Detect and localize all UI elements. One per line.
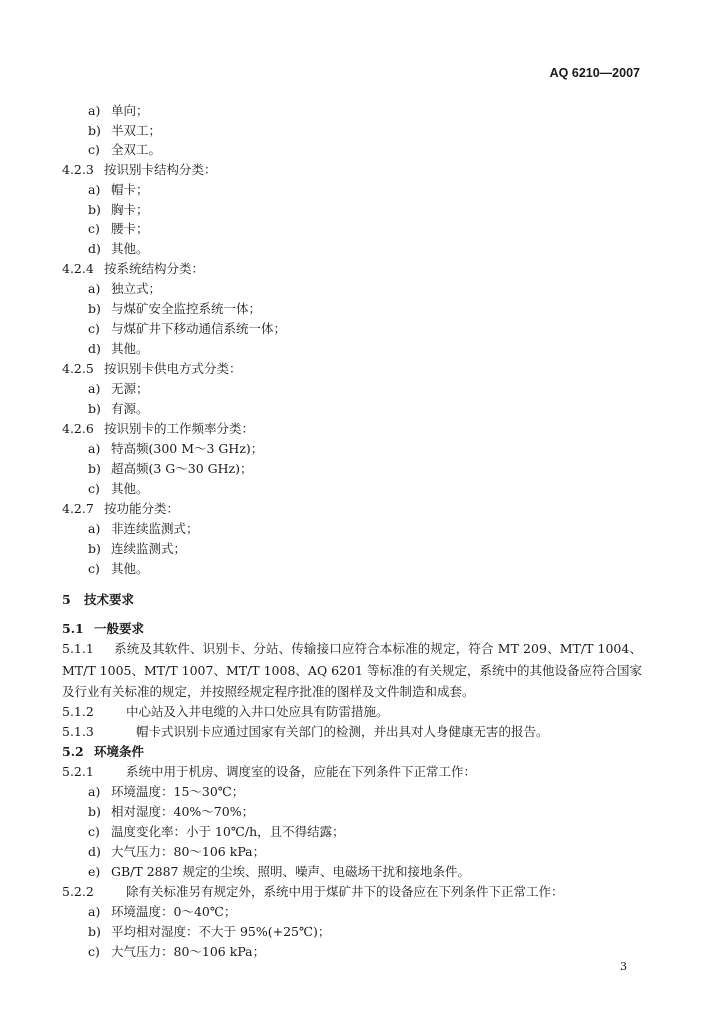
paragraph: 5.1.3 帽卡式识别卡应通过国家有关部门的检测，并出具对人身健康无害的报告。	[62, 724, 549, 739]
list-item: c) 与煤矿井下移动通信系统一体；	[88, 321, 287, 336]
list-item: c) 其他。	[88, 481, 149, 496]
list-item: a) 单向；	[88, 103, 149, 118]
document-code-header: AQ 6210—2007	[549, 66, 640, 80]
list-item: b) 平均相对湿度：不大于 95%(+25℃)；	[88, 924, 331, 939]
page-number: 3	[620, 960, 627, 973]
list-item: a) 非连续监测式；	[88, 521, 199, 536]
list-item: b) 有源。	[88, 401, 149, 416]
section-heading: 5.1 一般要求	[62, 621, 145, 636]
section-heading: 5 技术要求	[62, 592, 135, 607]
list-item: c) 其他。	[88, 561, 149, 576]
clause-heading: 4.2.6 按识别卡的工作频率分类：	[62, 421, 255, 436]
clause-heading: 4.2.7 按功能分类：	[62, 501, 180, 516]
list-item: a) 帽卡；	[88, 182, 149, 197]
list-item: e) GB/T 2887 规定的尘埃、照明、噪声、电磁场干扰和接地条件。	[88, 864, 470, 879]
list-item: b) 超高频(3 G～30 GHz)；	[88, 461, 253, 476]
paragraph: 5.1.1 系统及其软件、识别卡、分站、传输接口应符合本标准的规定，符合 MT 209、MT/T 1004、MT/T 1005、MT/T 1007、MT/T 1008、AQ 6201 等标准的有关规定，系统中的其他设备应符合国家及行业有关标准的规定，并按照经规定程序批准的图样及文件制造和成套。	[62, 641, 642, 700]
clause-heading: 5.2.1 系统中用于机房、调度室的设备，应能在下列条件下正常工作：	[62, 764, 477, 779]
list-item: a) 无源；	[88, 381, 149, 396]
list-item: a) 独立式；	[88, 281, 162, 296]
list-item: c) 温度变化率：小于 10℃/h，且不得结露；	[88, 824, 345, 839]
list-item: d) 其他。	[88, 341, 149, 356]
list-item: d) 其他。	[88, 241, 149, 256]
list-item: b) 胸卡；	[88, 202, 149, 217]
clause-heading: 4.2.4 按系统结构分类：	[62, 261, 205, 276]
list-item: b) 与煤矿安全监控系统一体；	[88, 301, 262, 316]
list-item: c) 全双工。	[88, 142, 162, 157]
list-item: c) 腰卡；	[88, 221, 149, 236]
list-item: a) 环境温度：0～40℃；	[88, 904, 237, 919]
list-item: a) 特高频(300 M～3 GHz)；	[88, 441, 264, 456]
clause-heading: 4.2.5 按识别卡供电方式分类：	[62, 361, 242, 376]
list-item: d) 大气压力：80～106 kPa；	[88, 844, 266, 859]
clause-heading: 5.2.2 除有关标准另有规定外，系统中用于煤矿井下的设备应在下列条件下正常工作：	[62, 884, 564, 899]
list-item: b) 相对湿度：40%～70%；	[88, 804, 255, 819]
paragraph: 5.1.2 中心站及入井电缆的入井口处应具有防雷措施。	[62, 704, 389, 719]
list-item: a) 环境温度：15～30℃；	[88, 784, 245, 799]
section-heading: 5.2 环境条件	[62, 744, 145, 759]
list-item: b) 半双工；	[88, 123, 162, 138]
list-item: b) 连续监测式；	[88, 541, 187, 556]
clause-heading: 4.2.3 按识别卡结构分类：	[62, 162, 217, 177]
list-item: c) 大气压力：80～106 kPa；	[88, 944, 266, 959]
